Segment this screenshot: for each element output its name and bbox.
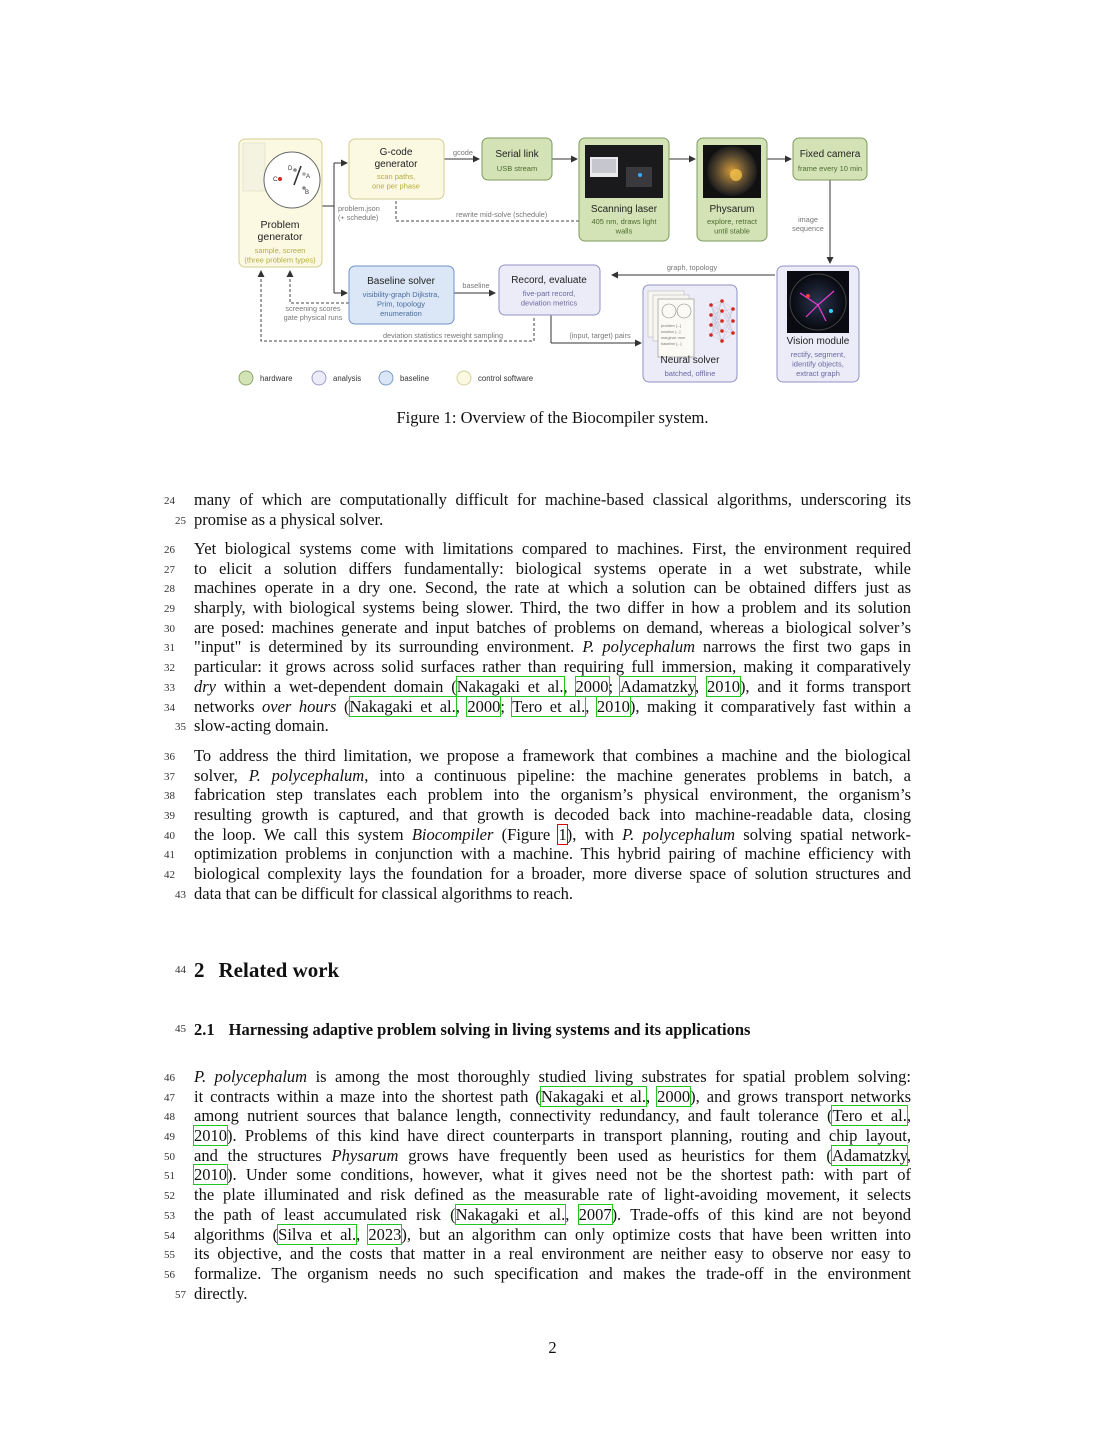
line-number: 55 <box>164 1249 175 1262</box>
text-line: 31 "input" is determined by its surrounding environment. P. polycephalum narrows the first two gaps in <box>194 637 911 657</box>
emphasis: P. polycephalum <box>622 824 736 844</box>
legend-swatch <box>457 371 471 385</box>
svg-text:rewrite mid-solve (schedule): rewrite mid-solve (schedule) <box>456 210 548 219</box>
neuron-dot <box>709 333 713 337</box>
citation-link[interactable]: 2010 <box>194 1126 227 1146</box>
node-neural-solver <box>643 285 737 382</box>
problem-generator-title: Problem generator <box>257 219 303 243</box>
svg-text:Vision module: Vision module <box>786 336 850 347</box>
text-line: 27 to elicit a solution differs fundamentally: biological systems operate in a wet substrate, while <box>194 559 911 579</box>
svg-text:baseline [...]: baseline [...] <box>661 342 682 346</box>
text-line: 36 To address the third limitation, we propose a framework that combines a machine and the biological <box>194 746 911 766</box>
text-line: 30 are posed: machines generate and input batches of problems on demand, whereas a biological solver’s <box>194 618 911 638</box>
svg-text:405 nm, draws lightwalls: 405 nm, draws light walls <box>591 217 657 236</box>
text-line: 28 machines operate in a dry one. Second, the rate at which a solution can be obtained differs just as <box>194 578 911 598</box>
svg-text:Baseline solver: Baseline solver <box>367 276 435 287</box>
neuron-dot <box>731 319 735 323</box>
neuron-dot <box>709 303 713 307</box>
line-number: 24 <box>164 495 175 507</box>
line-number: 40 <box>164 829 175 842</box>
citation-link[interactable]: Nakagaki et al. <box>349 696 456 716</box>
line-number: 49 <box>164 1131 175 1144</box>
line-number: 56 <box>164 1268 175 1281</box>
svg-text:solution [...]: solution [...] <box>661 330 681 334</box>
page-number: 2 <box>548 1338 557 1357</box>
node-physarum <box>697 138 767 241</box>
text-line: 52 the plate illuminated and risk defined as the measurable rate of light-avoiding movement, it selects <box>194 1185 911 1205</box>
emphasis: P. polycephalum <box>194 1067 308 1086</box>
text-line: 49 2010). Problems of this kind have direct counterparts in transport planning, routing and chip layout, <box>194 1126 911 1146</box>
subsection-heading <box>175 1020 751 1040</box>
citation-link[interactable]: 2007 <box>578 1204 612 1224</box>
node-serial-link <box>482 138 552 180</box>
svg-text:C: C <box>273 176 278 183</box>
svg-text:D: D <box>288 166 293 172</box>
text-line: 25 promise as a physical solver. <box>194 510 911 530</box>
line-number: 50 <box>164 1150 175 1163</box>
citation-link[interactable]: Tero et al. <box>832 1106 907 1126</box>
text-line: 24 many of which are computationally difficult for machine-based classical algorithms, underscoring its <box>194 490 911 510</box>
line-number: 41 <box>164 849 175 862</box>
line-number: 45 <box>175 1023 186 1035</box>
legend-swatch <box>379 371 393 385</box>
text-line: 55 its objective, and the costs that matter in a real environment are neither easy to observe nor easy to <box>194 1244 911 1264</box>
citation-link[interactable]: 2000 <box>467 696 501 716</box>
text-line: 51 2010). Under some conditions, however, what it gives need not be the shortest path: with part of <box>194 1165 911 1185</box>
citation-link[interactable]: 2000 <box>657 1086 691 1106</box>
text-line: 53 the path of least accumulated risk (Nakagaki et al., 2007). Trade-offs of this kind are not beyond <box>194 1205 911 1225</box>
line-number: 26 <box>164 544 175 556</box>
text-line: 47 it contracts within a maze into the shortest path (Nakagaki et al., 2000), and grows transport networks <box>194 1087 911 1107</box>
line-number: 46 <box>164 1072 175 1084</box>
line-number: 35 <box>175 721 186 734</box>
paragraph-framework <box>164 746 912 904</box>
figure-ref-link[interactable]: 1 <box>558 824 567 844</box>
text-line: 46 P. polycephalum is among the most thoroughly studied living substrates for spatial problem solving: <box>194 1067 911 1087</box>
svg-text:deviation statistics reweight: deviation statistics reweight sampling <box>382 331 504 340</box>
text-line: 38 fabrication step translates each problem into the organism’s physical environment, the organism’s <box>194 785 911 805</box>
svg-text:frame every 10 min: frame every 10 min <box>797 164 863 173</box>
training-pair-thumbnail <box>658 299 694 357</box>
svg-text:B: B <box>305 190 310 196</box>
text-line: 37 solver, P. polycephalum, into a continuous pipeline: the machine generates problems in batch, a <box>194 766 911 786</box>
text-line: 33 dry within a wet-dependent domain (Nakagaki et al., 2000; Adamatzky, 2010), and it forms transport <box>194 677 911 697</box>
line-number: 48 <box>164 1111 175 1124</box>
svg-text:problem.json(+ schedule): problem.json (+ schedule) <box>338 204 380 222</box>
line-number: 47 <box>164 1091 175 1104</box>
neuron-dot <box>731 307 735 311</box>
node-scanning-laser <box>579 138 669 241</box>
neuron-dot <box>720 339 724 343</box>
legend-label: analysis <box>333 374 362 383</box>
citation-link[interactable]: Tero et al. <box>512 696 586 716</box>
line-number: 44 <box>175 964 186 976</box>
svg-text:A: A <box>306 174 311 180</box>
svg-text:problem [...]: problem [...] <box>661 324 682 328</box>
text-line: 29 sharply, with biological systems being slower. Third, the two differ in how a problem and its solution <box>194 598 911 618</box>
neuron-dot <box>720 319 724 323</box>
line-number: 38 <box>164 790 175 803</box>
line-number: 36 <box>164 751 175 763</box>
line-number: 34 <box>164 701 175 714</box>
figure-caption: Figure 1: Overview of the Biocompiler system. <box>396 408 709 427</box>
line-number: 54 <box>164 1229 175 1242</box>
line-number: 57 <box>175 1288 186 1301</box>
line-number: 53 <box>164 1209 175 1222</box>
line-number: 25 <box>175 514 186 527</box>
svg-text:Neural solver: Neural solver <box>660 355 720 366</box>
line-number: 28 <box>164 583 175 596</box>
legend <box>239 371 533 385</box>
node-baseline-solver <box>349 266 454 324</box>
svg-text:Scanning laser: Scanning laser <box>590 204 658 215</box>
svg-text:USB stream: USB stream <box>496 164 538 173</box>
paragraph-intro-end <box>164 490 911 529</box>
paragraph-related-work <box>164 1067 912 1303</box>
citation-link[interactable]: Silva et al. <box>278 1224 357 1244</box>
svg-text:Physarum: Physarum <box>709 204 755 215</box>
section-heading-related-work <box>175 958 340 983</box>
text-line: 26 Yet biological systems come with limitations compared to machines. First, the environment required <box>194 539 911 559</box>
citation-link[interactable]: 2010 <box>706 676 740 696</box>
text-line: 56 formalize. The organism needs no such specification and makes the trade-off in the environment <box>194 1264 911 1284</box>
legend-swatch <box>312 371 326 385</box>
text-line: 41 optimization problems in conjunction with a machine. This hybrid pairing of machine efficiency with <box>194 844 911 864</box>
line-number: 27 <box>164 563 175 576</box>
svg-text:visibility-graph Dijkstra,Prim: visibility-graph Dijkstra, Prim, topology enumeration <box>362 290 440 318</box>
svg-text:batched, offline: batched, offline <box>664 369 716 378</box>
subsection-number: 2.1 <box>194 1020 215 1039</box>
text-line: 40 the loop. We call this system Biocompiler (Figure 1), with P. polycephalum solving spatial network- <box>194 825 911 845</box>
citation-link[interactable]: Nakagaki et al. <box>456 676 564 696</box>
text-line: 43 data that can be difficult for classical algorithms to reach. <box>194 884 911 904</box>
citation-link[interactable]: 2010 <box>194 1165 227 1185</box>
svg-text:imagesequence: image sequence <box>792 215 824 233</box>
line-number: 42 <box>164 869 175 882</box>
svg-text:rectify, segment,identify obje: rectify, segment, identify objects, extract graph <box>790 350 846 378</box>
svg-text:marginal: rmm: marginal: rmm <box>661 336 686 340</box>
svg-text:five-part record,deviation met: five-part record, deviation metrics <box>520 289 578 308</box>
text-line: 39 resulting growth is captured, and that growth is decoded back into machine-readable data, closing <box>194 805 911 825</box>
section-title: Related work <box>218 958 340 982</box>
line-number: 52 <box>164 1190 175 1203</box>
paragraph-limitations <box>164 539 912 736</box>
svg-text:(input, target) pairs: (input, target) pairs <box>569 331 631 340</box>
emphasis: P. polycephalum <box>582 637 695 657</box>
text-line: 54 algorithms (Silva et al., 2023), but an algorithm can only optimize costs that have been written into <box>194 1225 911 1245</box>
svg-text:Record, evaluate: Record, evaluate <box>511 275 587 286</box>
svg-text:graph, topology: graph, topology <box>666 263 718 272</box>
emphasis: Biocompiler <box>411 824 494 844</box>
line-number: 31 <box>164 642 175 655</box>
problem-thumbnails <box>243 143 265 191</box>
neuron-dot <box>720 299 724 303</box>
neuron-dot <box>731 331 735 335</box>
line-number: 43 <box>175 888 186 901</box>
node-vision-module <box>777 266 859 382</box>
neuron-dot <box>720 329 724 333</box>
svg-text:baseline: baseline <box>462 281 490 290</box>
line-number: 39 <box>164 810 175 823</box>
node-problem-generator <box>239 139 322 267</box>
citation-link[interactable]: 2010 <box>596 696 630 716</box>
line-number: 32 <box>164 662 175 675</box>
citation-link[interactable]: Adamatzky <box>831 1145 907 1165</box>
legend-label: baseline <box>400 374 430 383</box>
text-line: 34 networks over hours (Nakagaki et al., 2000; Tero et al., 2010), making it comparatively fast within a <box>194 697 911 717</box>
node-fixed-camera <box>793 138 867 180</box>
section-number: 2 <box>194 958 205 982</box>
emphasis: Physarum <box>331 1145 399 1165</box>
neuron-dot <box>709 323 713 327</box>
svg-text:Serial link: Serial link <box>495 149 539 160</box>
line-number: 29 <box>164 603 175 616</box>
emphasis: P. polycephalum <box>248 765 365 785</box>
node-record-evaluate <box>499 265 600 315</box>
svg-text:screening scoresgate physical: screening scores gate physical runs <box>283 304 343 322</box>
text-line: 35 slow-acting domain. <box>194 716 911 736</box>
citation-link[interactable]: 2023 <box>368 1224 402 1244</box>
neuron-dot <box>709 313 713 317</box>
figure-1 <box>228 133 876 391</box>
svg-text:gcode: gcode <box>453 148 473 157</box>
text-line: 57 directly. <box>194 1284 911 1304</box>
text-line: 48 among nutrient sources that balance length, connectivity redundancy, and fault tolerance (Tero et al., <box>194 1106 911 1126</box>
text-line: 32 particular: it grows across solid surfaces rather than requiring full immersion, making it comparatively <box>194 657 911 677</box>
citation-link[interactable]: 2000 <box>575 676 609 696</box>
legend-label: control software <box>478 374 534 383</box>
emphasis: over hours <box>262 696 337 716</box>
vision-photo <box>790 274 846 330</box>
svg-text:scan paths,one per phase: scan paths, one per phase <box>372 172 420 191</box>
svg-text:G-codegenerator: G-code generator <box>374 147 418 170</box>
citation-link[interactable]: Adamatzky <box>620 676 695 696</box>
legend-label: hardware <box>260 374 293 383</box>
svg-text:Fixed camera: Fixed camera <box>799 149 861 160</box>
citation-link[interactable]: Nakagaki et al. <box>540 1086 647 1106</box>
problem-generator-sub: sample, screen (three problem types) <box>244 246 316 265</box>
legend-swatch <box>239 371 253 385</box>
emphasis: dry <box>194 676 216 696</box>
node-gcode-generator <box>349 139 444 199</box>
line-number: 33 <box>164 681 175 694</box>
line-number: 30 <box>164 622 175 635</box>
text-line: 50 and the structures Physarum grows have frequently been used as heuristics for them (Adamatzky, <box>194 1146 911 1166</box>
line-number: 37 <box>164 770 175 783</box>
text-line: 42 biological complexity lays the foundation for a broader, more diverse space of solution structures and <box>194 864 911 884</box>
system-overview-diagram <box>228 133 876 391</box>
subsection-title: Harnessing adaptive problem solving in living systems and its applications <box>228 1020 751 1039</box>
line-number: 51 <box>164 1170 175 1183</box>
neuron-dot <box>720 309 724 313</box>
svg-text:explore, retractuntil stable: explore, retract until stable <box>706 217 758 236</box>
citation-link[interactable]: Nakagaki et al. <box>455 1204 566 1224</box>
